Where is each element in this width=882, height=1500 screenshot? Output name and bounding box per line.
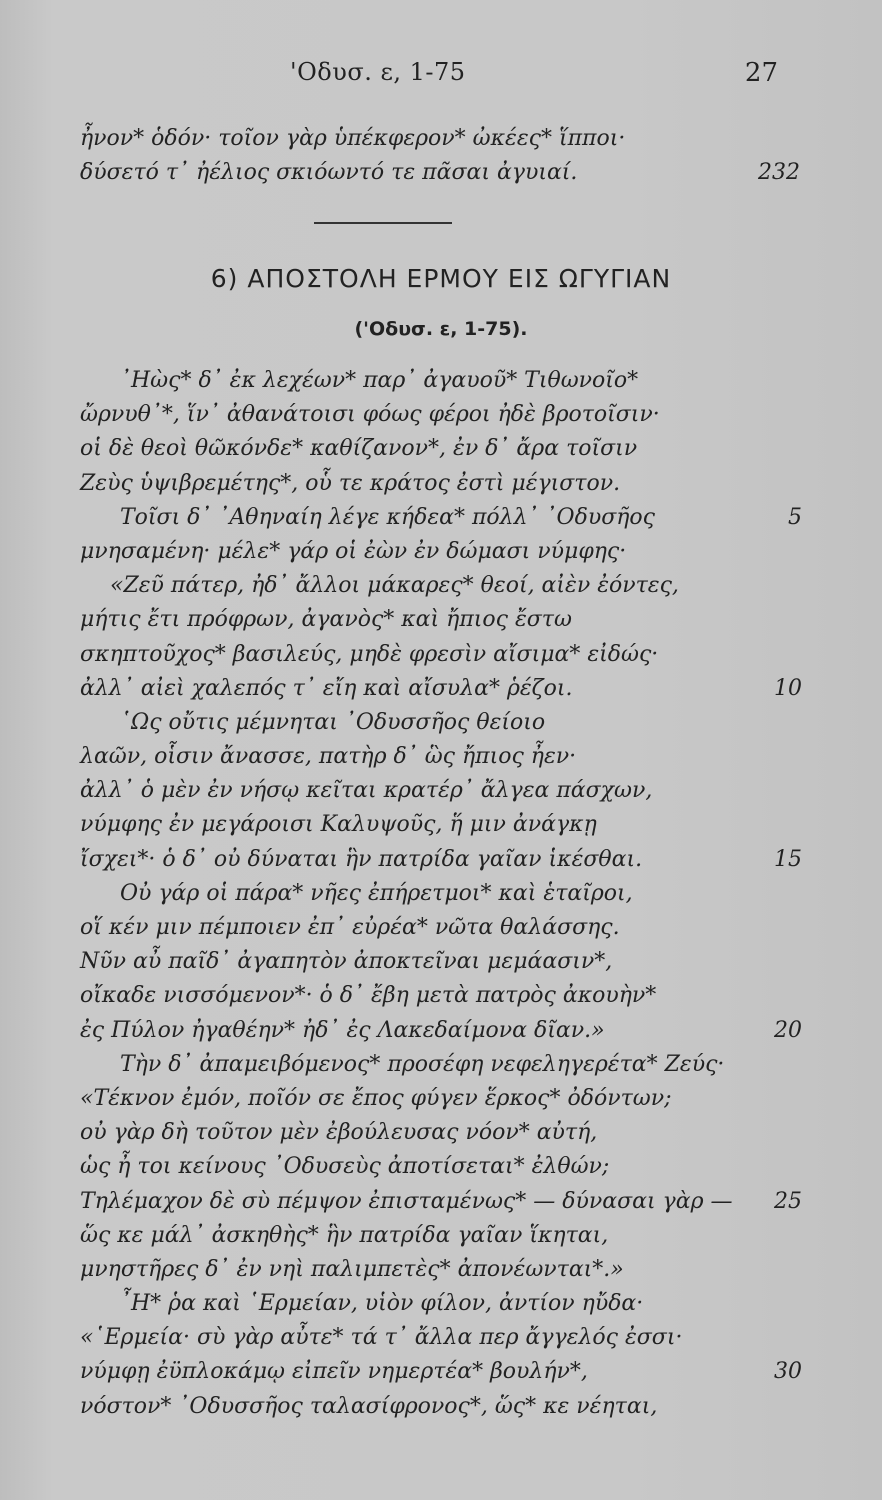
verse-line — [80, 156, 800, 190]
verse-text: νύμφης ἐν μεγάροισι Καλυψοῦς, ἥ μιν ἀνάγκῃ — [80, 812, 597, 838]
verse-text: οἴκαδε νισσόμενον*· ὁ δ᾿ ἔβη μετὰ πατρὸς ἀκουὴν* — [80, 983, 657, 1009]
verse-line — [80, 638, 802, 672]
verse-text: οἵ κέν μιν πέμποιεν ἐπ᾿ εὐρέα* νῶτα θαλάσσης. — [80, 915, 620, 940]
verse-line — [80, 1390, 802, 1424]
verse-line — [80, 603, 802, 637]
verse-line — [80, 808, 802, 842]
verse-text: μνησαμένη· μέλε* γάρ οἱ ἐὼν ἐν δώμασι νύμφης· — [80, 538, 627, 564]
verse-line — [80, 501, 802, 535]
verse-line — [80, 1321, 802, 1355]
verse-line — [80, 467, 802, 501]
verse-text: Οὐ γάρ οἱ πάρα* νῆες ἐπήρετμοι* καὶ ἑταῖροι, — [120, 880, 633, 906]
verse-text: οὐ γὰρ δὴ τοῦτον μὲν ἐβούλευσας νόον* αὐτή, — [80, 1120, 598, 1146]
verse-line — [80, 364, 802, 398]
verse-text: ὡς ἦ τοι κείνους ᾿Οδυσεὺς ἀποτίσεται* ἐλθών; — [80, 1154, 610, 1180]
verse-text: ᾿Ηὼς* δ᾿ ἐκ λεχέων* παρ᾿ ἀγαυοῦ* Τιθωνοῖο* — [120, 368, 639, 393]
verse-text: μήτις ἔτι πρόφρων, ἀγανὸς* καὶ ἤπιος ἔστω — [80, 607, 572, 633]
running-head — [0, 58, 882, 94]
line-number: 10 — [774, 675, 802, 701]
verse-text: Τοῖσι δ᾿ ᾿Αθηναίη λέγε κήδεα* πόλλ᾿ ᾿Οδυσῆος — [120, 504, 655, 530]
line-number: 232 — [758, 160, 800, 186]
verse-text: νύμφῃ ἐϋπλοκάμῳ εἰπεῖν νημερτέα* βουλήν*, — [80, 1359, 588, 1385]
verse-line — [80, 569, 802, 603]
verse-text: Τηλέμαχον δὲ σὺ πέμψον ἐπισταμένως* — δύνασαι γὰρ — — [80, 1188, 733, 1214]
verse-line — [80, 122, 800, 156]
verse-line — [80, 706, 802, 740]
verse-line — [80, 1116, 802, 1150]
verse-line — [80, 1219, 802, 1253]
verse-line — [80, 1185, 802, 1219]
verse-text: «Τέκνον ἐμόν, ποῖόν σε ἔπος φύγεν ἕρκος* ὀδόντων; — [80, 1085, 672, 1111]
line-number: 30 — [774, 1359, 802, 1385]
verse-block — [80, 364, 802, 1424]
verse-text: «῾Ερμεία· σὺ γὰρ αὖτε* τά τ᾿ ἄλλα περ ἄγγελός ἐσσι· — [80, 1325, 683, 1351]
verse-line — [80, 432, 802, 466]
line-number: 20 — [774, 1017, 802, 1043]
verse-line — [80, 1355, 802, 1389]
verse-text: Νῦν αὖ παῖδ᾿ ἀγαπητὸν ἀποκτεῖναι μεμάασιν*, — [80, 949, 613, 975]
verse-text: Τὴν δ᾿ ἀπαμειβόμενος* προσέφη νεφεληγερέτα* Ζεύς· — [120, 1051, 725, 1077]
verse-line — [80, 535, 802, 569]
verse-text: ῾Ως οὔτις μέμνηται ᾿Οδυσσῆος θείοιο — [120, 709, 546, 735]
verse-text: Ζεὺς ὑψιβρεμέτης*, οὗ τε κράτος ἐστὶ μέγιστον. — [80, 470, 621, 496]
verse-text: λαῶν, οἷσιν ἄνασσε, πατὴρ δ᾿ ὣς ἤπιος ἦεν· — [80, 744, 577, 770]
verse-text: μνηστῆρες δ᾿ ἐν νηὶ παλιμπετὲς* ἀπονέωνται*.» — [80, 1256, 624, 1282]
verse-text: νόστον* ᾿Οδυσσῆος ταλασίφρονος*, ὥς* κε νέηται, — [80, 1393, 658, 1419]
verse-line — [80, 1014, 802, 1048]
verse-line — [80, 979, 802, 1013]
verse-text: «Ζεῦ πάτερ, ἠδ᾿ ἄλλοι μάκαρες* θεοί, αἰὲν ἐόντες, — [110, 573, 679, 599]
verse-line — [80, 1048, 802, 1082]
top-verses — [80, 122, 800, 190]
section-divider — [314, 222, 452, 224]
verse-line — [80, 877, 802, 911]
verse-text: ἀλλ᾿ ὁ μὲν ἐν νήσῳ κεῖται κρατέρ᾿ ἄλγεα πάσχων, — [80, 778, 653, 804]
verse-text: ἐς Πύλον ἠγαθέην* ἠδ᾿ ἐς Λακεδαίμονα δῖαν.» — [80, 1017, 605, 1043]
verse-line — [80, 1253, 802, 1287]
verse-line — [80, 1082, 802, 1116]
verse-line — [80, 1150, 802, 1184]
section-title: 6) ΑΠΟΣΤΟΛΗ ΕΡΜΟΥ ΕΙΣ ΩΓΥΓΙΑΝ — [210, 264, 672, 293]
verse-line — [80, 911, 802, 945]
verse-line — [80, 774, 802, 808]
running-title: 'Οδυσ. ε, 1-75 — [290, 58, 466, 86]
page-number: 27 — [744, 58, 778, 88]
verse-line — [80, 672, 802, 706]
verse-text: σκηπτοῦχος* βασιλεύς, μηδὲ φρεσὶν αἴσιμα* εἰδώς· — [80, 641, 659, 667]
verse-text: ἀλλ᾿ αἰεὶ χαλεπός τ᾿ εἴη καὶ αἴσυλα* ῥέζοι. — [80, 675, 573, 701]
verse-text: ἴσχει*· ὁ δ᾿ οὐ δύναται ἣν πατρίδα γαῖαν ἱκέσθαι. — [80, 846, 643, 872]
line-number: 15 — [774, 846, 802, 872]
section-reference: ('Οδυσ. ε, 1-75). — [354, 318, 528, 340]
verse-line — [80, 843, 802, 877]
line-number: 5 — [788, 504, 802, 530]
verse-text: ὤρνυθ᾿*, ἵν᾿ ἀθανάτοισι φόως φέροι ἠδὲ βροτοῖσιν· — [80, 402, 660, 428]
verse-text: δύσετό τ᾿ ἠέλιος σκιόωντό τε πᾶσαι ἀγυιαί. — [80, 160, 578, 186]
verse-text: οἱ δὲ θεοὶ θῶκόνδε* καθίζανον*, ἐν δ᾿ ἄρα τοῖσιν — [80, 436, 638, 462]
verse-line — [80, 945, 802, 979]
verse-line — [80, 398, 802, 432]
verse-line — [80, 1287, 802, 1321]
line-number: 25 — [774, 1188, 802, 1214]
verse-text: ῏Η* ῥα καὶ ῾Ερμείαν, υἱὸν φίλον, ἀντίον ηὔδα· — [120, 1291, 644, 1317]
verse-text: ὥς κε μάλ᾿ ἀσκηθὴς* ἣν πατρίδα γαῖαν ἵκηται, — [80, 1222, 609, 1248]
verse-text: ἦνον* ὁδόν· τοῖον γὰρ ὑπέκφερον* ὠκέες* ἵπποι· — [80, 126, 626, 151]
verse-line — [80, 740, 802, 774]
